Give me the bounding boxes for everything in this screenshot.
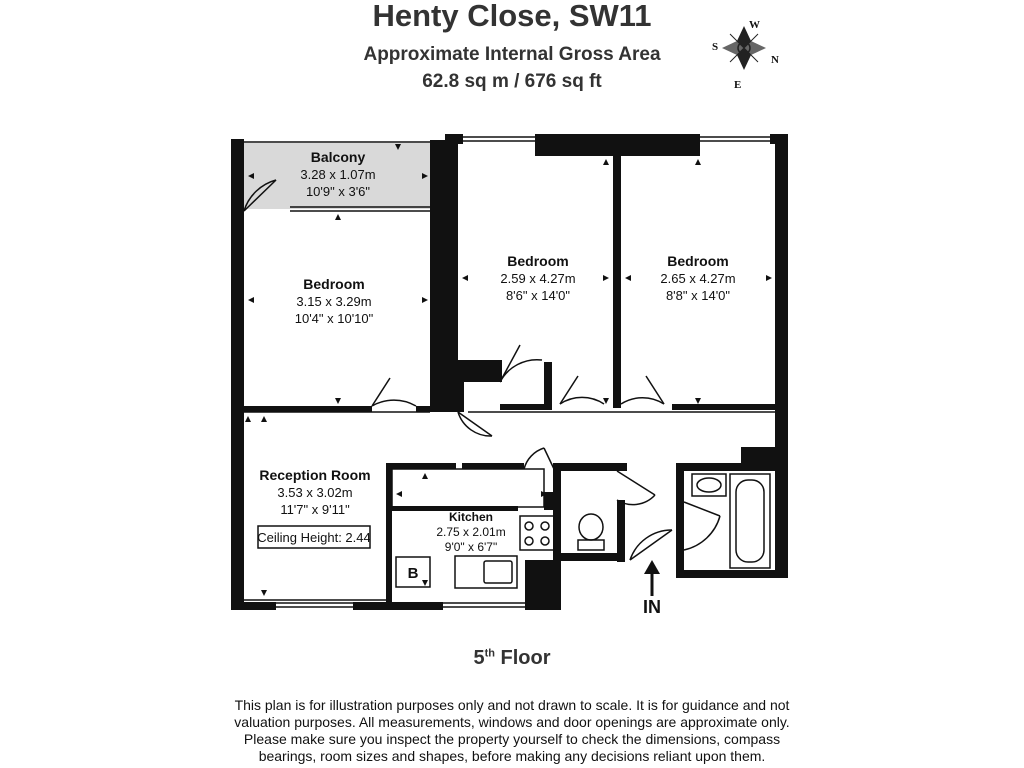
room-balcony bbox=[300, 149, 375, 199]
ceiling-height-label: Ceiling Height: 2.44 bbox=[257, 530, 371, 545]
svg-text:10'4" x 10'10": 10'4" x 10'10" bbox=[294, 311, 374, 326]
svg-text:2.75 x 2.01m: 2.75 x 2.01m bbox=[436, 525, 506, 539]
area-subtitle: Approximate Internal Gross Area bbox=[363, 44, 661, 65]
disclaimer bbox=[170, 697, 854, 765]
svg-text:Kitchen: Kitchen bbox=[448, 510, 494, 524]
svg-text:10'9" x 3'6": 10'9" x 3'6" bbox=[305, 184, 371, 199]
entrance-arrow-icon bbox=[644, 560, 660, 596]
svg-text:3.15 x 3.29m: 3.15 x 3.29m bbox=[296, 294, 372, 309]
svg-text:Bedroom: Bedroom bbox=[667, 253, 729, 269]
svg-text:Bedroom: Bedroom bbox=[507, 253, 569, 269]
svg-text:2.59 x 4.27m: 2.59 x 4.27m bbox=[500, 271, 576, 286]
svg-text:8'8" x 14'0": 8'8" x 14'0" bbox=[665, 288, 731, 303]
compass-n: N bbox=[771, 54, 779, 66]
plan-title: Henty Close, SW11 bbox=[372, 0, 652, 33]
compass-w: W bbox=[749, 19, 760, 31]
compass-s: S bbox=[712, 41, 719, 53]
disclaimer-line: valuation purposes. All measurements, windows and door openings are approximate only. bbox=[234, 714, 790, 730]
disclaimer-line: This plan is for illustration purposes only and not drawn to scale. It is for guidance and not bbox=[234, 697, 790, 713]
disclaimer-line: bearings, room sizes and shapes, before making any decisions reliant upon them. bbox=[258, 748, 766, 764]
boiler-label: B bbox=[407, 565, 419, 582]
room-reception bbox=[259, 467, 370, 517]
svg-text:8'6" x 14'0": 8'6" x 14'0" bbox=[505, 288, 571, 303]
room-bedroom-1 bbox=[295, 276, 374, 326]
disclaimer-line: Please make sure you inspect the property yourself to check the dimensions, compass bbox=[243, 731, 781, 747]
svg-text:3.28 x 1.07m: 3.28 x 1.07m bbox=[300, 167, 376, 182]
svg-text:2.65 x 4.27m: 2.65 x 4.27m bbox=[660, 271, 736, 286]
gross-area: 62.8 sq m / 676 sq ft bbox=[422, 71, 602, 92]
entrance-label: IN bbox=[643, 597, 661, 617]
svg-text:Balcony: Balcony bbox=[310, 149, 366, 165]
floor-number: 5 bbox=[473, 647, 485, 669]
floor-label bbox=[0, 647, 1024, 670]
room-bedroom-3 bbox=[660, 253, 735, 303]
compass-e: E bbox=[734, 79, 742, 91]
floor-suffix: th bbox=[484, 647, 495, 660]
svg-text:11'7" x 9'11": 11'7" x 9'11" bbox=[280, 502, 350, 517]
room-bedroom-2 bbox=[500, 253, 575, 303]
svg-text:Reception Room: Reception Room bbox=[259, 467, 371, 483]
room-kitchen bbox=[436, 510, 505, 554]
svg-text:3.53 x 3.02m: 3.53 x 3.02m bbox=[277, 485, 353, 500]
svg-text:Bedroom: Bedroom bbox=[303, 276, 365, 292]
floor-word: Floor bbox=[500, 647, 551, 669]
compass-icon bbox=[712, 19, 779, 91]
svg-text:9'0" x 6'7": 9'0" x 6'7" bbox=[444, 540, 498, 554]
